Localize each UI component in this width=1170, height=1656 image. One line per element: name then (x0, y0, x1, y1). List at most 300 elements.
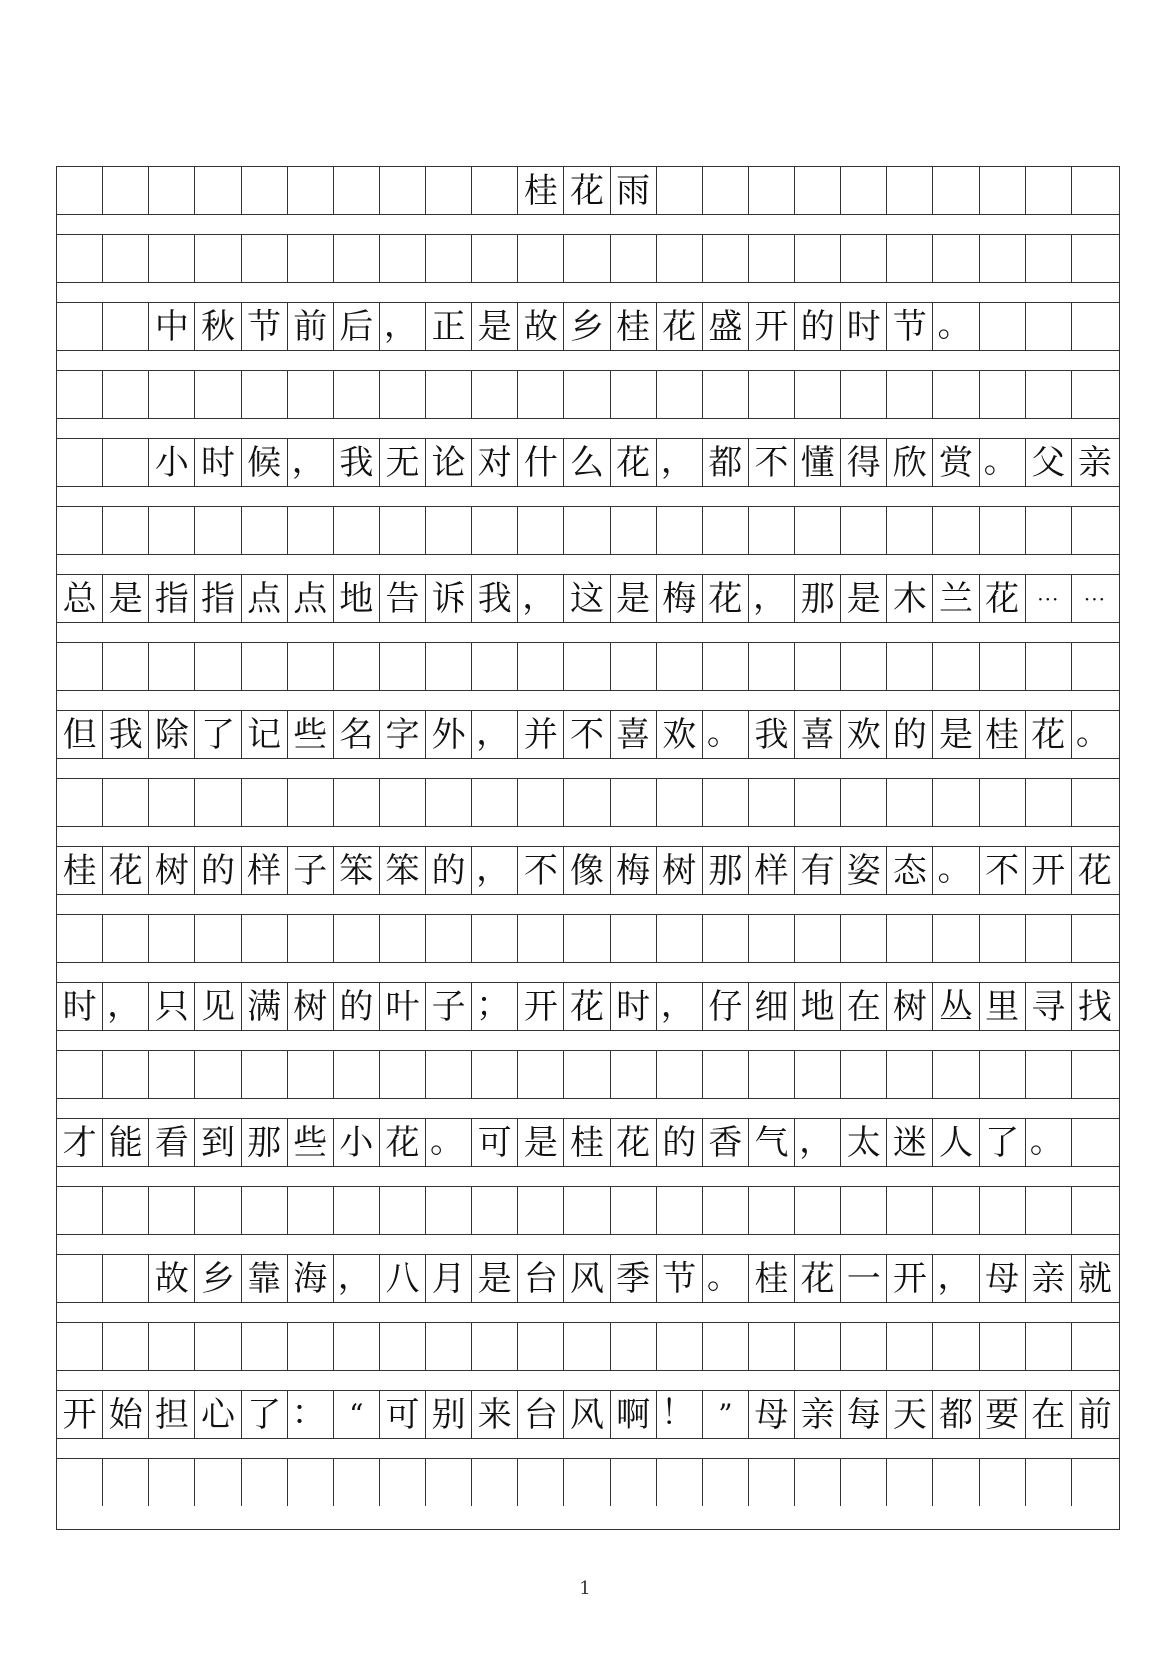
grid-cell: 欢 (841, 711, 887, 758)
grid-cell: ， (103, 983, 149, 1030)
grid-cell (195, 643, 241, 690)
grid-cell: 桂 (980, 711, 1026, 758)
grid-cell: 花 (103, 847, 149, 894)
grid-cell (657, 915, 703, 962)
grid-cell (841, 1187, 887, 1234)
grid-cell: 木 (887, 575, 933, 622)
grid-cell: 子 (426, 983, 472, 1030)
grid-cell: 盛 (703, 303, 749, 350)
grid-cell (57, 1051, 103, 1098)
grid-cell (472, 235, 518, 282)
grid-cell: 气 (749, 1119, 795, 1166)
grid-cell (887, 643, 933, 690)
grid-cell: 季 (611, 1255, 657, 1302)
grid-cell (472, 779, 518, 826)
grid-cell: 子 (288, 847, 334, 894)
grid-cell: ， (380, 303, 426, 350)
grid-cell: 可 (380, 1391, 426, 1438)
grid-cell (980, 779, 1026, 826)
row-spacer (57, 1438, 1119, 1459)
grid-cell (380, 643, 426, 690)
grid-cell (887, 915, 933, 962)
grid-cell: 在 (1026, 1391, 1072, 1438)
grid-cell (841, 1051, 887, 1098)
grid-cell (380, 507, 426, 554)
grid-cell: ” (703, 1391, 749, 1438)
grid-cell (195, 1187, 241, 1234)
grid-cell: ； (472, 983, 518, 1030)
grid-cell (103, 167, 149, 214)
grid-cell: 能 (103, 1119, 149, 1166)
grid-cell (657, 643, 703, 690)
grid-cell: ： (288, 1391, 334, 1438)
grid-cell (426, 1051, 472, 1098)
grid-cell: 就 (1077, 1258, 1112, 1299)
grid-cell: 告 (380, 575, 426, 622)
grid-cell: 兰 (933, 575, 979, 622)
grid-cell: 心 (195, 1391, 241, 1438)
grid-cell: 月 (426, 1255, 472, 1302)
grid-cell (1072, 643, 1118, 690)
row-spacer (57, 1030, 1119, 1051)
grid-row (57, 575, 1119, 622)
grid-cell (749, 167, 795, 214)
grid-cell: 故 (149, 1255, 195, 1302)
grid-cell (103, 1187, 149, 1234)
grid-cell (749, 1323, 795, 1370)
grid-cell (611, 507, 657, 554)
grid-cell (795, 1323, 841, 1370)
grid-cell (887, 1323, 933, 1370)
grid-cell: 风 (564, 1255, 610, 1302)
grid-cell (933, 915, 979, 962)
grid-row (57, 371, 1119, 418)
grid-cell (518, 1051, 564, 1098)
grid-cell (749, 1051, 795, 1098)
grid-cell (611, 371, 657, 418)
grid-cell (518, 779, 564, 826)
grid-cell: 赏 (933, 439, 979, 486)
grid-cell: 风 (564, 1391, 610, 1438)
grid-cell (149, 1187, 195, 1234)
grid-cell (564, 1323, 610, 1370)
grid-cell: 是 (472, 1255, 518, 1302)
grid-cell: 香 (703, 1119, 749, 1166)
grid-cell (841, 779, 887, 826)
grid-cell (703, 779, 749, 826)
grid-cell: 态 (887, 847, 933, 894)
grid-cell (103, 1255, 149, 1302)
grid-cell: 但 (57, 711, 103, 758)
grid-cell: 我 (334, 439, 380, 486)
grid-cell (1072, 1187, 1118, 1234)
grid-row (57, 1323, 1119, 1370)
grid-cell (242, 643, 288, 690)
grid-cell: 并 (518, 711, 564, 758)
grid-cell (611, 1187, 657, 1234)
grid-cell (518, 1187, 564, 1234)
grid-row (57, 983, 1119, 1030)
grid-cell (334, 1323, 380, 1370)
grid-cell: 花 (795, 1255, 841, 1302)
grid-cell: 诉 (426, 575, 472, 622)
grid-cell: 要 (980, 1391, 1026, 1438)
grid-cell (195, 235, 241, 282)
grid-cell (288, 507, 334, 554)
grid-cell: 些 (288, 1119, 334, 1166)
grid-cell: 。 (1026, 1119, 1072, 1166)
grid-cell (472, 371, 518, 418)
grid-cell: 节 (887, 303, 933, 350)
grid-cell: 开 (57, 1391, 103, 1438)
grid-cell (334, 235, 380, 282)
grid-cell: 这 (564, 575, 610, 622)
grid-cell: ， (518, 575, 564, 622)
grid-cell (933, 779, 979, 826)
grid-cell: 都 (703, 439, 749, 486)
grid-cell: 笨 (380, 847, 426, 894)
grid-cell (657, 779, 703, 826)
grid-cell (380, 371, 426, 418)
grid-cell (334, 1459, 380, 1506)
grid-cell (611, 1323, 657, 1370)
grid-cell (841, 1459, 887, 1506)
grid-cell: ··· (1026, 575, 1072, 622)
grid-cell (1026, 643, 1072, 690)
grid-cell: 节 (242, 303, 288, 350)
grid-cell: 像 (564, 847, 610, 894)
grid-cell (1072, 1119, 1118, 1166)
grid-row (57, 1459, 1119, 1506)
grid-cell (841, 643, 887, 690)
row-spacer (57, 622, 1119, 643)
grid-cell: 小 (334, 1119, 380, 1166)
grid-cell: 前 (1077, 1394, 1112, 1435)
grid-cell: 不 (749, 439, 795, 486)
grid-cell (518, 371, 564, 418)
grid-cell: 迷 (887, 1119, 933, 1166)
grid-cell (57, 1255, 103, 1302)
grid-cell (103, 371, 149, 418)
grid-cell: 记 (242, 711, 288, 758)
grid-cell (380, 1051, 426, 1098)
grid-cell: 的 (334, 983, 380, 1030)
grid-cell (611, 1051, 657, 1098)
grid-cell: 桂 (564, 1119, 610, 1166)
grid-row (57, 439, 1119, 486)
grid-cell (887, 167, 933, 214)
grid-cell: 点 (288, 575, 334, 622)
grid-cell: 。 (980, 439, 1026, 486)
row-spacer (57, 894, 1119, 915)
grid-cell (703, 371, 749, 418)
grid-cell: 见 (195, 983, 241, 1030)
grid-cell: 开 (887, 1255, 933, 1302)
grid-cell: 点 (242, 575, 288, 622)
grid-cell: 除 (149, 711, 195, 758)
grid-row (57, 1255, 1119, 1302)
grid-cell (1026, 1459, 1072, 1506)
grid-cell: 担 (149, 1391, 195, 1438)
grid-cell: 桂 (518, 167, 564, 214)
grid-cell (518, 643, 564, 690)
grid-cell: 花 (657, 303, 703, 350)
grid-cell (1026, 167, 1072, 214)
grid-cell (795, 371, 841, 418)
grid-cell: 样 (749, 847, 795, 894)
grid-cell (887, 507, 933, 554)
grid-cell: ， (472, 711, 518, 758)
grid-cell: 无 (380, 439, 426, 486)
grid-cell (795, 167, 841, 214)
grid-cell (980, 915, 1026, 962)
grid-cell (795, 1459, 841, 1506)
row-spacer (57, 554, 1119, 575)
grid-cell (703, 915, 749, 962)
grid-cell: ， (657, 439, 703, 486)
grid-cell: ， (933, 1255, 979, 1302)
row-spacer (57, 282, 1119, 303)
grid-cell (334, 1187, 380, 1234)
grid-cell (933, 507, 979, 554)
grid-cell: 不 (564, 711, 610, 758)
grid-cell (980, 303, 1026, 350)
grid-cell (472, 643, 518, 690)
grid-cell: 到 (195, 1119, 241, 1166)
grid-cell (1026, 371, 1072, 418)
grid-cell (242, 915, 288, 962)
grid-cell (57, 167, 103, 214)
grid-cell (1072, 1459, 1118, 1506)
row-spacer (57, 418, 1119, 439)
grid-cell: 梅 (611, 847, 657, 894)
grid-cell (195, 1051, 241, 1098)
grid-cell (841, 915, 887, 962)
grid-cell: 树 (288, 983, 334, 1030)
grid-cell (57, 439, 103, 486)
grid-cell: 仔 (703, 983, 749, 1030)
row-spacer (57, 826, 1119, 847)
grid-row (57, 235, 1119, 282)
grid-cell: 树 (887, 983, 933, 1030)
grid-cell (380, 235, 426, 282)
grid-cell (980, 507, 1026, 554)
grid-cell (426, 1323, 472, 1370)
grid-cell (1026, 779, 1072, 826)
grid-cell: 秋 (195, 303, 241, 350)
grid-cell: 母 (749, 1391, 795, 1438)
grid-cell: 喜 (611, 711, 657, 758)
grid-cell (103, 235, 149, 282)
grid-cell (1026, 1187, 1072, 1234)
grid-cell (933, 643, 979, 690)
grid-cell (1072, 507, 1118, 554)
grid-cell (749, 235, 795, 282)
grid-cell: 中 (149, 303, 195, 350)
grid-cell (611, 915, 657, 962)
grid-cell: ！ (657, 1391, 703, 1438)
grid-cell: 花 (1077, 850, 1112, 891)
grid-cell (242, 1459, 288, 1506)
grid-cell (103, 1459, 149, 1506)
grid-cell: 。 (426, 1119, 472, 1166)
grid-cell (288, 1051, 334, 1098)
grid-cell: ， (749, 575, 795, 622)
grid-cell (980, 1051, 1026, 1098)
grid-cell (149, 1459, 195, 1506)
grid-cell (887, 235, 933, 282)
grid-cell (980, 1459, 1026, 1506)
grid-cell: 的 (657, 1119, 703, 1166)
grid-cell: 我 (103, 711, 149, 758)
grid-cell (657, 1323, 703, 1370)
grid-cell: 什 (518, 439, 564, 486)
grid-cell: 雨 (611, 167, 657, 214)
grid-cell: 我 (749, 711, 795, 758)
grid-cell (564, 507, 610, 554)
grid-cell (472, 507, 518, 554)
grid-row (57, 1187, 1119, 1234)
grid-cell: 懂 (795, 439, 841, 486)
grid-cell: 一 (841, 1255, 887, 1302)
row-spacer (57, 1098, 1119, 1119)
grid-cell (1072, 167, 1118, 214)
grid-cell: 海 (288, 1255, 334, 1302)
grid-cell (472, 167, 518, 214)
grid-cell (426, 643, 472, 690)
grid-row (57, 711, 1119, 758)
grid-cell (472, 1323, 518, 1370)
grid-cell (1072, 915, 1118, 962)
grid-cell (195, 371, 241, 418)
grid-row (57, 1051, 1119, 1098)
grid-cell (288, 235, 334, 282)
grid-cell (426, 507, 472, 554)
grid-cell: 了 (195, 711, 241, 758)
grid-cell (57, 1459, 103, 1506)
grid-cell (795, 915, 841, 962)
grid-cell: 了 (980, 1119, 1026, 1166)
grid-cell: 桂 (749, 1255, 795, 1302)
grid-cell (288, 1459, 334, 1506)
grid-cell: 来 (472, 1391, 518, 1438)
grid-row (57, 1119, 1119, 1166)
grid-cell (103, 439, 149, 486)
grid-cell: 花 (564, 983, 610, 1030)
grid-cell (57, 507, 103, 554)
grid-cell: 欢 (657, 711, 703, 758)
grid-cell: 找 (1077, 986, 1112, 1027)
grid-cell (57, 643, 103, 690)
grid-cell: 喜 (795, 711, 841, 758)
grid-cell: 靠 (242, 1255, 288, 1302)
grid-cell: 是 (841, 575, 887, 622)
grid-cell (980, 643, 1026, 690)
grid-cell (242, 167, 288, 214)
grid-cell (380, 167, 426, 214)
grid-cell (334, 507, 380, 554)
grid-cell: 。 (933, 847, 979, 894)
grid-cell (334, 915, 380, 962)
grid-cell (703, 643, 749, 690)
grid-cell (657, 167, 703, 214)
grid-cell: 乡 (195, 1255, 241, 1302)
grid-cell (57, 1323, 103, 1370)
grid-cell: 花 (380, 1119, 426, 1166)
grid-cell: 欣 (887, 439, 933, 486)
grid-cell: ， (795, 1119, 841, 1166)
grid-cell (57, 1187, 103, 1234)
grid-cell: 梅 (657, 575, 703, 622)
grid-cell: “ (334, 1391, 380, 1438)
grid-cell (795, 1051, 841, 1098)
grid-cell (472, 915, 518, 962)
grid-cell (611, 1459, 657, 1506)
grid-cell: 亲 (1077, 442, 1112, 483)
grid-cell (703, 1187, 749, 1234)
grid-cell (749, 915, 795, 962)
grid-cell: 时 (611, 983, 657, 1030)
grid-cell: 母 (980, 1255, 1026, 1302)
grid-cell (980, 1187, 1026, 1234)
grid-cell: 外 (426, 711, 472, 758)
grid-cell: 。 (1075, 713, 1110, 753)
grid-cell: 桂 (57, 847, 103, 894)
grid-cell: 的 (795, 303, 841, 350)
grid-cell (380, 1459, 426, 1506)
grid-cell (841, 507, 887, 554)
grid-cell (380, 1187, 426, 1234)
grid-cell (564, 1459, 610, 1506)
grid-cell (518, 235, 564, 282)
grid-cell (1072, 371, 1118, 418)
grid-cell (57, 915, 103, 962)
grid-cell: 始 (103, 1391, 149, 1438)
grid-cell: 开 (1026, 847, 1072, 894)
grid-cell: 父 (1026, 439, 1072, 486)
grid-cell (564, 643, 610, 690)
grid-cell (933, 1187, 979, 1234)
grid-cell (887, 779, 933, 826)
grid-cell (980, 371, 1026, 418)
grid-cell (149, 507, 195, 554)
row-spacer (57, 962, 1119, 983)
grid-cell: 地 (334, 575, 380, 622)
grid-cell (380, 915, 426, 962)
grid-cell: 时 (57, 983, 103, 1030)
grid-cell (933, 371, 979, 418)
grid-cell (657, 235, 703, 282)
row-spacer (57, 1302, 1119, 1323)
grid-cell (103, 507, 149, 554)
grid-cell: 台 (518, 1255, 564, 1302)
grid-cell (472, 1051, 518, 1098)
grid-cell (657, 507, 703, 554)
grid-cell: 故 (518, 303, 564, 350)
grid-cell: 指 (149, 575, 195, 622)
grid-cell: 笨 (334, 847, 380, 894)
grid-cell: 满 (242, 983, 288, 1030)
grid-cell: 小 (149, 439, 195, 486)
grid-cell (657, 1051, 703, 1098)
grid-cell (242, 1323, 288, 1370)
grid-cell (242, 235, 288, 282)
grid-cell: 。 (933, 303, 979, 350)
grid-cell: 太 (841, 1119, 887, 1166)
grid-cell: 样 (242, 847, 288, 894)
grid-cell: 树 (149, 847, 195, 894)
grid-cell (1072, 779, 1118, 826)
